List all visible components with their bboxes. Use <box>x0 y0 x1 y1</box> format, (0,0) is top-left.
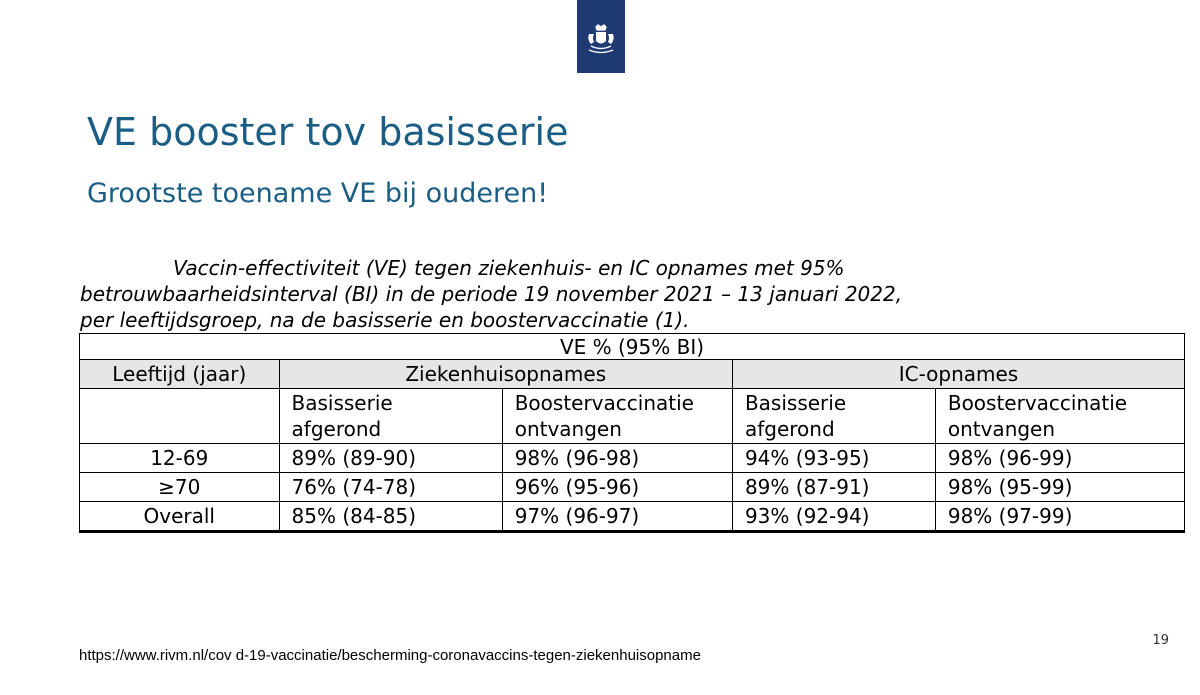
value-cell: 76% (74-78) <box>279 473 502 502</box>
table-caption <box>80 255 1130 333</box>
subheader-line: Basisserie <box>744 391 847 415</box>
subheader-line: Boostervaccinatie <box>947 391 1128 415</box>
age-cell: ≥70 <box>80 473 280 502</box>
empty-cell <box>80 389 280 444</box>
page-number: 19 <box>1152 633 1169 648</box>
age-cell: 12-69 <box>80 444 280 473</box>
value-cell: 89% (87-91) <box>732 473 935 502</box>
subheader-line: ontvangen <box>947 417 1056 441</box>
caption-line: per leeftijdsgroep, na de basisserie en boostervaccinatie (1). <box>80 308 690 332</box>
subheader-cell <box>279 389 502 444</box>
value-cell: 98% (96-98) <box>502 444 732 473</box>
table-row <box>80 502 1185 532</box>
subheader-cell <box>732 389 935 444</box>
rijksoverheid-crest-icon <box>585 24 617 58</box>
value-cell: 85% (84-85) <box>279 502 502 532</box>
value-cell: 93% (92-94) <box>732 502 935 532</box>
value-cell: 98% (97-99) <box>935 502 1184 532</box>
table-header-row <box>80 334 1185 360</box>
subheader-line: afgerond <box>291 417 382 441</box>
table-top-header: VE % (95% BI) <box>80 334 1185 360</box>
value-cell: 96% (95-96) <box>502 473 732 502</box>
subheader-cell <box>502 389 732 444</box>
table-subheader-row <box>80 389 1185 444</box>
subheader-line: Boostervaccinatie <box>514 391 694 415</box>
subheader-line: afgerond <box>744 417 835 441</box>
table-row <box>80 473 1185 502</box>
value-cell: 89% (89-90) <box>279 444 502 473</box>
age-cell: Overall <box>80 502 280 532</box>
column-group-ic: IC-opnames <box>732 360 1184 389</box>
source-link[interactable]: https://www.rivm.nl/cov d-19-vaccinatie/bescherming-coronavaccins-tegen-ziekenhuisopname <box>79 647 701 664</box>
subheader-line: ontvangen <box>514 417 622 441</box>
table-header-row <box>80 360 1185 389</box>
column-group-ziekenhuis: Ziekenhuisopnames <box>279 360 732 389</box>
caption-line: betrouwbaarheidsinterval (BI) in de periode 19 november 2021 – 13 januari 2022, <box>80 282 903 306</box>
column-header-age: Leeftijd (jaar) <box>80 360 280 389</box>
slide-subtitle: Grootste toename VE bij ouderen! <box>87 178 549 209</box>
value-cell: 94% (93-95) <box>732 444 935 473</box>
slide-title: VE booster tov basisserie <box>87 110 569 154</box>
ve-table <box>79 333 1185 533</box>
subheader-cell <box>935 389 1184 444</box>
value-cell: 98% (96-99) <box>935 444 1184 473</box>
government-logo <box>577 0 625 73</box>
table-row <box>80 444 1185 473</box>
subheader-line: Basisserie <box>291 391 393 415</box>
value-cell: 98% (95-99) <box>935 473 1184 502</box>
value-cell: 97% (96-97) <box>502 502 732 532</box>
caption-line: Vaccin-effectiviteit (VE) tegen ziekenhuis- en IC opnames met 95% <box>173 256 845 280</box>
